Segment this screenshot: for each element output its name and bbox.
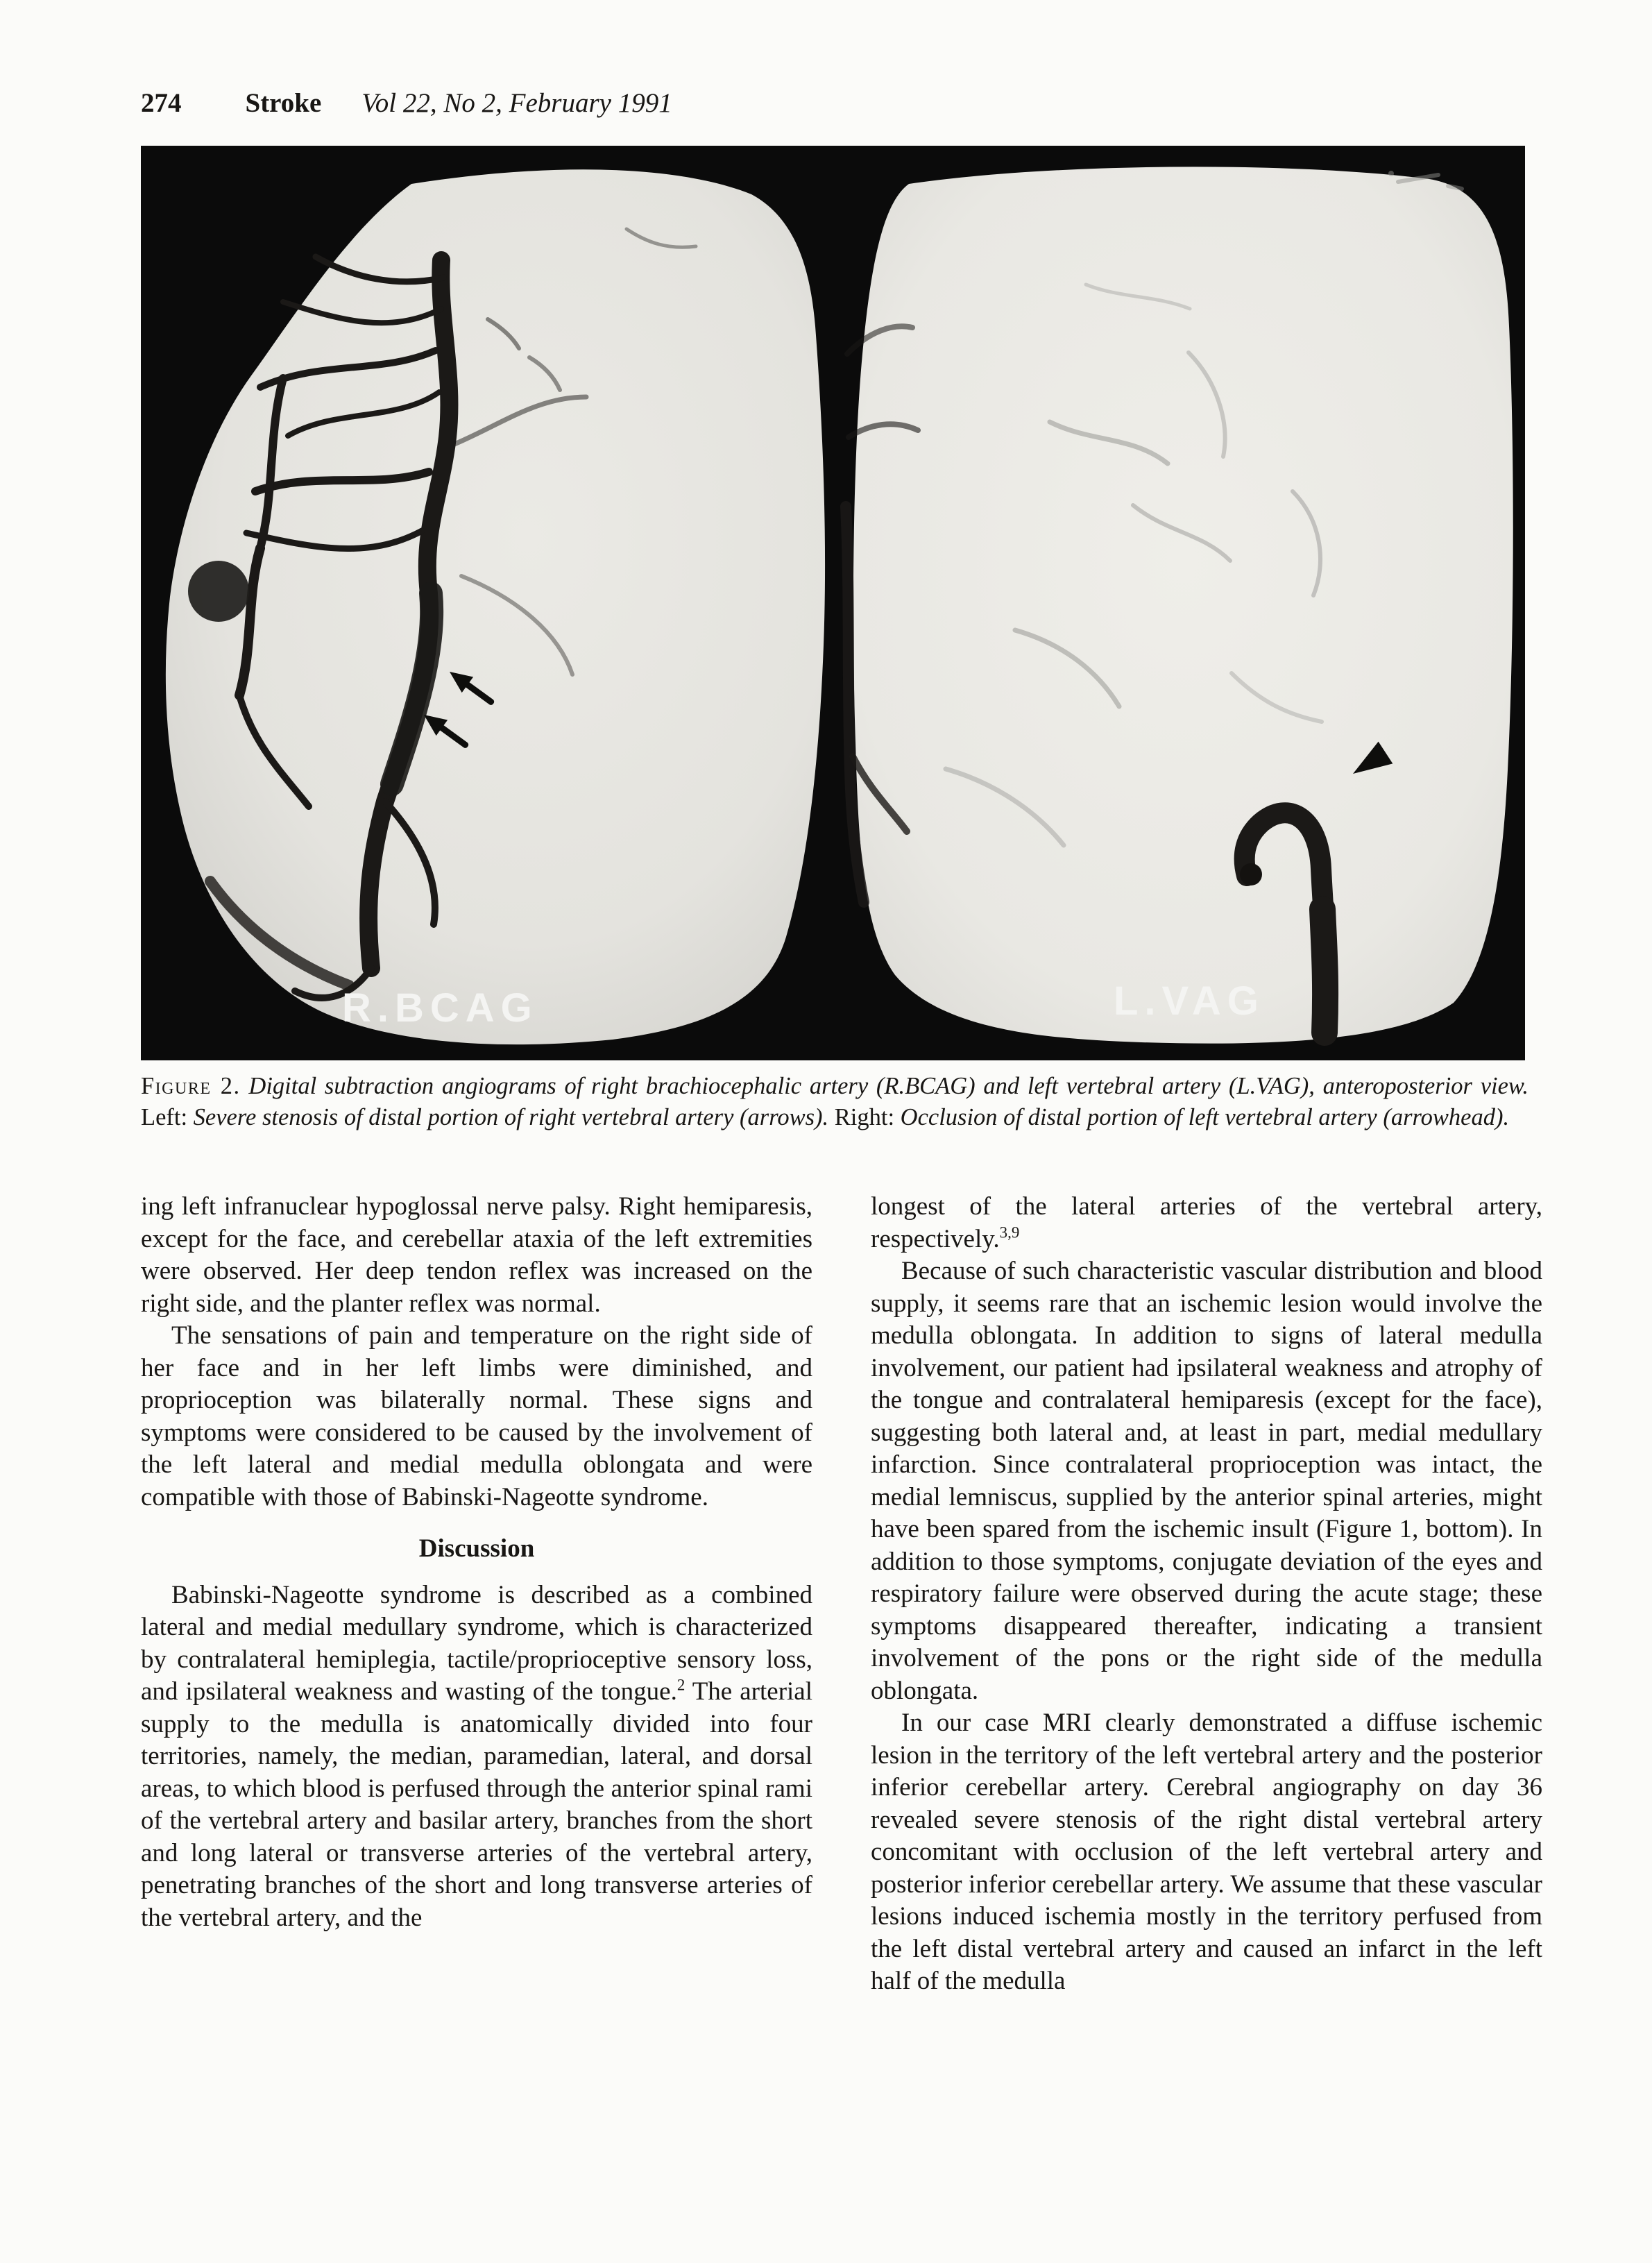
angiogram-illustration — [141, 146, 1525, 1060]
journal-title: Stroke — [245, 88, 322, 118]
paragraph: ing left infranuclear hypoglossal nerve palsy. Right hemiparesis, except for the face, and cerebellar ataxia of the left extremities were observed. Her deep tendon reflex was increased on the right side, and the planter reflex was normal. — [141, 1192, 812, 1318]
left-column — [141, 1191, 812, 1998]
paragraph: longest of the lateral arteries of the vertebral artery, respectively.$^{3,9}$ — [871, 1192, 1542, 1253]
paragraph: Babinski-Nageotte syndrome is described as a combined lateral and medial medullary syndrome, which is characterized by contralateral hemiplegia, tactile/proprioceptive sensory loss, and ipsilateral weakness and wasting of the tongue.$^2$ The arterial supply to the medulla is anatomically divided into four territories, namely, the median, paramedian, lateral, and dorsal areas, to which blood is perfused through the anterior spinal rami of the vertebral artery and basilar artery, branches from the short and long lateral or transverse arteries of the vertebral artery, penetrating branches of the short and long transverse arteries of the vertebral artery, and the — [141, 1580, 813, 1932]
left-angiogram-rbcag — [166, 169, 825, 1044]
paragraph: In our case MRI clearly demonstrated a diffuse ischemic lesion in the territory of the left vertebral artery and the posterior inferior cerebellar artery. Cerebral angiography on day 36 revealed severe stenosis of the right distal vertebral artery concomitant with occlusion of the left vertebral artery and posterior inferior cerebellar artery. We assume that these vascular lesions induced ischemia mostly in the territory perfused from the left distal vertebral artery and caused an infarct in the left half of the medulla — [871, 1709, 1542, 1995]
left-column-top — [141, 1191, 812, 1514]
right-film-area — [853, 167, 1513, 1043]
article-body — [141, 1191, 1542, 1998]
left-column-bottom — [141, 1579, 812, 1935]
right-column — [871, 1191, 1542, 1998]
paragraph: Because of such characteristic vascular distribution and blood supply, it seems rare that an ischemic lesion would involve the medulla oblongata. In addition to signs of lateral medulla involvement, our patient had ipsilateral weakness and atrophy of the tongue and contralateral hemiparesis (except for the face), suggesting both lateral and, at least in part, medial medullary infarction. Since contralateral proprioception was intact, the medial lemniscus, supplied by the anterior spinal arteries, might have been spared from the ischemic insult (Figure 1, bottom). In addition to those symptoms, conjugate deviation of the eyes and respiratory failure were observed during the acute stage; these symptoms disappeared thereafter, indicating a transient involvement of the pons or the right side of the medulla oblongata. — [871, 1257, 1542, 1705]
figure-caption: Figure 2. Digital subtraction angiograms of right brachiocephalic artery (R.BCAG) and left vertebral artery (L.VAG), anteroposterior view. Left: Severe stenosis of distal portion of right vertebral artery (arrows). Right: Occlusion of distal portion of left vertebral artery (arrowhead). — [141, 1073, 1529, 1130]
page-header — [141, 87, 1528, 119]
page-number: 274 — [141, 88, 182, 118]
right-column-content — [871, 1191, 1542, 1998]
paragraph: The sensations of pain and temperature on the right side of her face and in her left limbs were diminished, and proprioception was bilaterally normal. These signs and symptoms were considered to be caused by the involvement of the left lateral and medial medulla oblongata and were compatible with those of Babinski-Nageotte syndrome. — [141, 1321, 812, 1511]
discussion-heading: Discussion — [418, 1534, 535, 1563]
issue-info: Vol 22, No 2, February 1991 — [361, 88, 672, 118]
figure-2-angiograms — [141, 146, 1525, 1060]
left-film-area — [166, 169, 825, 1044]
right-angiogram-lvag — [846, 167, 1513, 1043]
left-panel-label: R.BCAG — [342, 985, 538, 1031]
right-panel-label: L.VAG — [1114, 978, 1265, 1024]
